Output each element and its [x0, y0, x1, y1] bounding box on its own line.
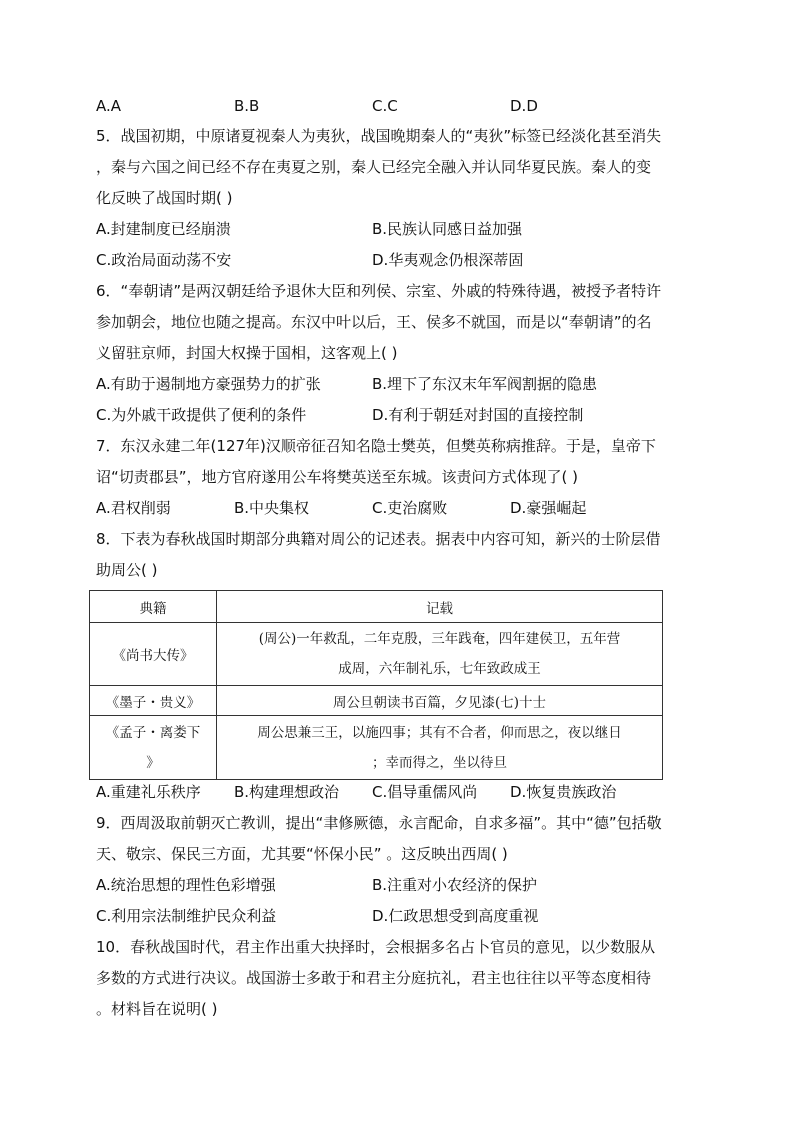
row-book-line: 》 [146, 754, 160, 771]
row-record-line: (周公)一年救乱，二年克殷，三年践奄，四年建侯卫，五年营 [258, 631, 621, 647]
q6-stem-line-3: 义留驻京师，封国大权操于国相，这客观上( ) [96, 344, 398, 362]
q5-stem-line-2: ，秦与六国之间已经不存在夷夏之别，秦人已经完全融入并认同华夏民族。秦人的变 [96, 158, 652, 176]
header-record: 记载 [217, 591, 663, 623]
q7-stem-line-1: 7．东汉永建二年(127年)汉顺帝征召知名隐士樊英，但樊英称病推辞。于是，皇帝下 [96, 437, 656, 455]
q8-option-d[interactable]: D.恢复贵族政治 [510, 783, 617, 801]
q7-option-d[interactable]: D.豪强崛起 [510, 499, 587, 517]
row-book: 《墨子・贵义》 [90, 686, 217, 716]
q9-stem-line-2: 天、敬宗、保民三方面，尤其要“怀保小民” 。这反映出西周( ) [96, 845, 508, 863]
row-record-line: 周公思兼三王，以施四事；其有不合者，仰而思之，夜以继日 [257, 724, 622, 741]
q10-stem-line-1: 10．春秋战国时代，君主作出重大抉择时，会根据多名占卜官员的意见，以少数服从 [96, 938, 656, 956]
q9-stem-line-1: 9．西周汲取前朝灭亡教训，提出“聿修厥德，永言配命，自求多福”。其中“德”包括敬 [96, 814, 662, 832]
q9-option-a[interactable]: A.统治思想的理性色彩增强 [96, 876, 276, 894]
q10-stem-line-3: 。材料旨在说明( ) [96, 1000, 218, 1018]
q8-option-a[interactable]: A.重建礼乐秩序 [96, 783, 201, 801]
q6-stem-line-2: 参加朝会，地位也随之提高。东汉中叶以后，王、侯多不就国，而是以“奉朝请”的名 [96, 313, 652, 331]
q4-option-a[interactable]: A.A [96, 97, 122, 115]
q9-option-d[interactable]: D.仁政思想受到高度重视 [372, 907, 539, 925]
row-book-line: 《孟子・离娄下 [105, 724, 201, 741]
q7-stem-line-2: 诏“切责郡县”，地方官府遂用公车将樊英送至东城。该责问方式体现了( ) [96, 468, 579, 486]
table-header-row [90, 591, 663, 623]
row-book [90, 716, 217, 780]
zhougong-records-table [89, 590, 663, 780]
q9-option-c[interactable]: C.利用宗法制维护民众利益 [96, 907, 277, 925]
q4-option-c[interactable]: C.C [372, 97, 398, 115]
q5-option-c[interactable]: C.政治局面动荡不安 [96, 251, 232, 269]
q7-option-c[interactable]: C.吏治腐败 [372, 499, 448, 517]
row-record [217, 716, 663, 780]
q7-option-b[interactable]: B.中央集权 [234, 499, 310, 517]
row-record-line: ；幸而得之，坐以待旦 [372, 754, 507, 771]
q5-option-a[interactable]: A.封建制度已经崩溃 [96, 220, 231, 238]
header-book: 典籍 [90, 591, 217, 623]
q5-option-b[interactable]: B.民族认同感日益加强 [372, 220, 523, 238]
q8-option-c[interactable]: C.倡导重儒风尚 [372, 783, 478, 801]
q6-stem-line-1: 6．“奉朝请”是两汉朝廷给予退休大臣和列侯、宗室、外戚的特殊待遇，被授予者特许 [96, 282, 662, 300]
table-row [90, 623, 663, 686]
q5-stem-line-1: 5．战国初期，中原诸夏视秦人为夷狄，战国晚期秦人的“夷狄”标签已经淡化甚至消失 [96, 127, 662, 145]
q6-option-a[interactable]: A.有助于遏制地方豪强势力的扩张 [96, 375, 321, 393]
q6-option-b[interactable]: B.埋下了东汉末年军阀割据的隐患 [372, 375, 598, 393]
q6-option-c[interactable]: C.为外戚干政提供了便利的条件 [96, 406, 307, 424]
q4-option-d[interactable]: D.D [510, 97, 538, 115]
q10-stem-line-2: 多数的方式进行决议。战国游士多敢于和君主分庭抗礼，君主也往往以平等态度相待 [96, 969, 652, 987]
table-row [90, 686, 663, 716]
q7-option-a[interactable]: A.君权削弱 [96, 499, 171, 517]
row-record [217, 623, 663, 686]
q8-stem-line-1: 8．下表为春秋战国时期部分典籍对周公的记述表。据表中内容可知，新兴的士阶层借 [96, 530, 661, 548]
row-record: 周公旦朝读书百篇，夕见漆(七)十士 [217, 686, 663, 716]
q5-stem-line-3: 化反映了战国时期( ) [96, 189, 233, 207]
q5-option-d[interactable]: D.华夷观念仍根深蒂固 [372, 251, 524, 269]
q8-stem-line-2: 助周公( ) [96, 561, 158, 579]
table-row [90, 716, 663, 780]
q8-option-b[interactable]: B.构建理想政治 [234, 783, 340, 801]
row-record-line: 成周，六年制礼乐，七年致政成王 [338, 661, 541, 677]
q4-option-b[interactable]: B.B [234, 97, 260, 115]
q6-option-d[interactable]: D.有利于朝廷对封国的直接控制 [372, 406, 584, 424]
q9-option-b[interactable]: B.注重对小农经济的保护 [372, 876, 538, 894]
row-book: 《尚书大传》 [90, 623, 217, 686]
